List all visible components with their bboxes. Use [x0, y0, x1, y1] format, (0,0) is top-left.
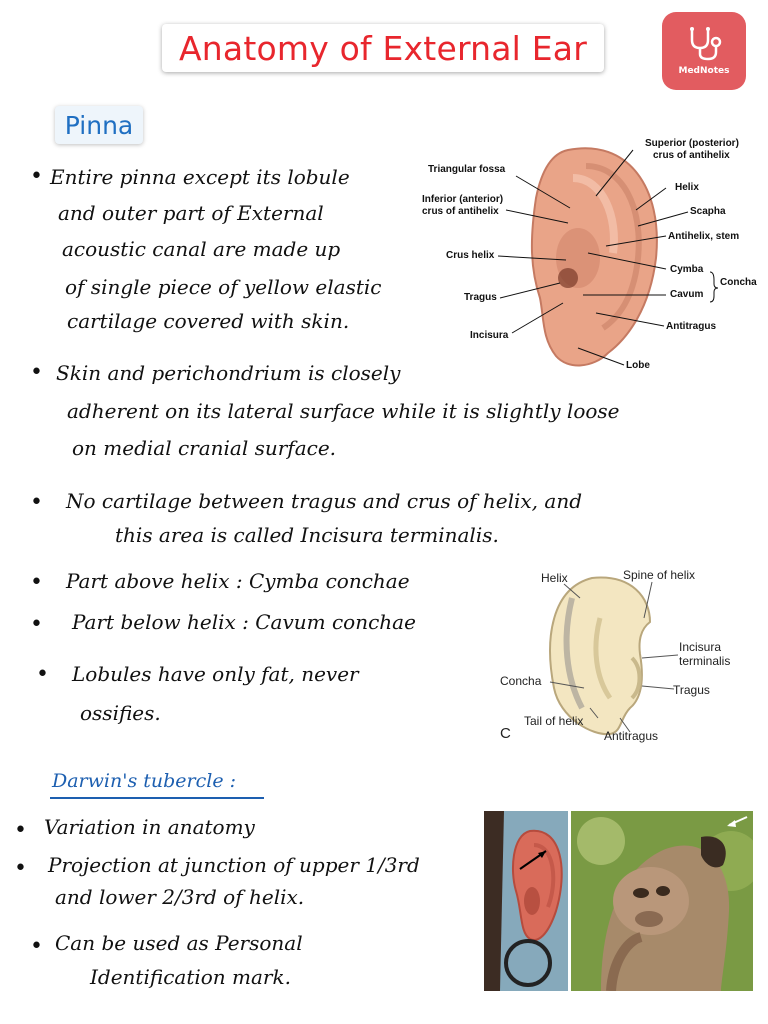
- label-tragus-2: Tragus: [673, 683, 710, 697]
- bullet-dot: •: [30, 164, 43, 189]
- section-heading-box: [55, 106, 143, 144]
- label-antitragus: Antitragus: [666, 321, 716, 332]
- bullet-dot: •: [14, 856, 27, 881]
- bullet-dot: •: [36, 662, 49, 687]
- macaque-photo: [571, 811, 753, 991]
- label-incisura: Incisura: [470, 330, 509, 341]
- label-concha-2: Concha: [500, 674, 542, 688]
- label-helix-2: Helix: [541, 571, 568, 585]
- note-line: ossifies.: [80, 701, 161, 725]
- bullet-dot: •: [14, 818, 27, 843]
- note-line: adherent on its lateral surface while it is slightly loose: [67, 399, 620, 423]
- label-scapha: Scapha: [690, 206, 726, 217]
- note-line: cartilage covered with skin.: [67, 309, 350, 333]
- logo-text: MedNotes: [678, 66, 730, 76]
- label-superior-crus-2: crus of antihelix: [653, 150, 730, 161]
- label-antihelix-stem: Antihelix, stem: [668, 231, 740, 242]
- subheading-darwins-tubercle: Darwin's tubercle :: [52, 770, 236, 792]
- note-line: and lower 2/3rd of helix.: [55, 885, 305, 909]
- label-triangular-fossa: Triangular fossa: [428, 164, 506, 175]
- mednotes-logo: [662, 12, 746, 90]
- label-inferior-crus-2: crus of antihelix: [422, 206, 499, 217]
- note-line: Variation in anatomy: [44, 815, 255, 839]
- label-cavum: Cavum: [670, 289, 704, 300]
- label-lobe: Lobe: [626, 360, 650, 371]
- bullet-dot: •: [30, 570, 43, 595]
- title-banner: [162, 24, 604, 72]
- bullet-dot: •: [30, 360, 43, 385]
- label-cymba: Cymba: [670, 264, 704, 275]
- note-line: of single piece of yellow elastic: [65, 275, 382, 299]
- label-tragus: Tragus: [464, 292, 497, 303]
- note-line: Entire pinna except its lobule: [50, 165, 350, 189]
- subheading-underline: [50, 797, 264, 799]
- human-ear-photo: [484, 811, 568, 991]
- human-ear-illustration: [484, 811, 568, 991]
- label-antitragus-2: Antitragus: [604, 729, 659, 743]
- bullet-dot: •: [30, 490, 43, 515]
- macaque-illustration: [571, 811, 753, 991]
- label-tail-of-helix: Tail of helix: [524, 714, 584, 728]
- label-inferior-crus: Inferior (anterior): [422, 194, 504, 205]
- label-concha: Concha: [720, 277, 757, 288]
- stethoscope-icon: [684, 26, 724, 62]
- note-line: Lobules have only fat, never: [72, 662, 359, 686]
- section-heading: Pinna: [64, 110, 134, 140]
- label-helix: Helix: [675, 182, 699, 193]
- note-line: Can be used as Personal: [55, 931, 303, 955]
- label-spine-of-helix: Spine of helix: [623, 568, 696, 582]
- label-incisura-terminalis-2: terminalis: [679, 654, 731, 668]
- figure-panel-letter: C: [500, 725, 511, 742]
- page-title: Anatomy of External Ear: [179, 28, 587, 68]
- note-line: Projection at junction of upper 1/3rd: [48, 853, 420, 877]
- note-line: this area is called Incisura terminalis.: [115, 523, 499, 547]
- note-line: Identification mark.: [90, 965, 291, 989]
- note-line: Part below helix : Cavum conchae: [72, 610, 416, 634]
- label-incisura-terminalis: Incisura: [679, 640, 722, 654]
- note-line: on medial cranial surface.: [72, 436, 337, 460]
- note-line: Part above helix : Cymba conchae: [66, 569, 410, 593]
- ear-anatomy-figure: [418, 138, 763, 376]
- note-line: and outer part of External: [58, 201, 324, 225]
- ear-cartilage-figure: [492, 558, 742, 748]
- note-line: No cartilage between tragus and crus of helix, and: [66, 489, 583, 513]
- bullet-dot: •: [30, 612, 43, 637]
- bullet-dot: •: [30, 934, 43, 959]
- note-line: acoustic canal are made up: [62, 237, 341, 261]
- note-line: Skin and perichondrium is closely: [56, 361, 401, 385]
- label-crus-helix: Crus helix: [446, 250, 495, 261]
- label-superior-crus: Superior (posterior): [645, 138, 739, 149]
